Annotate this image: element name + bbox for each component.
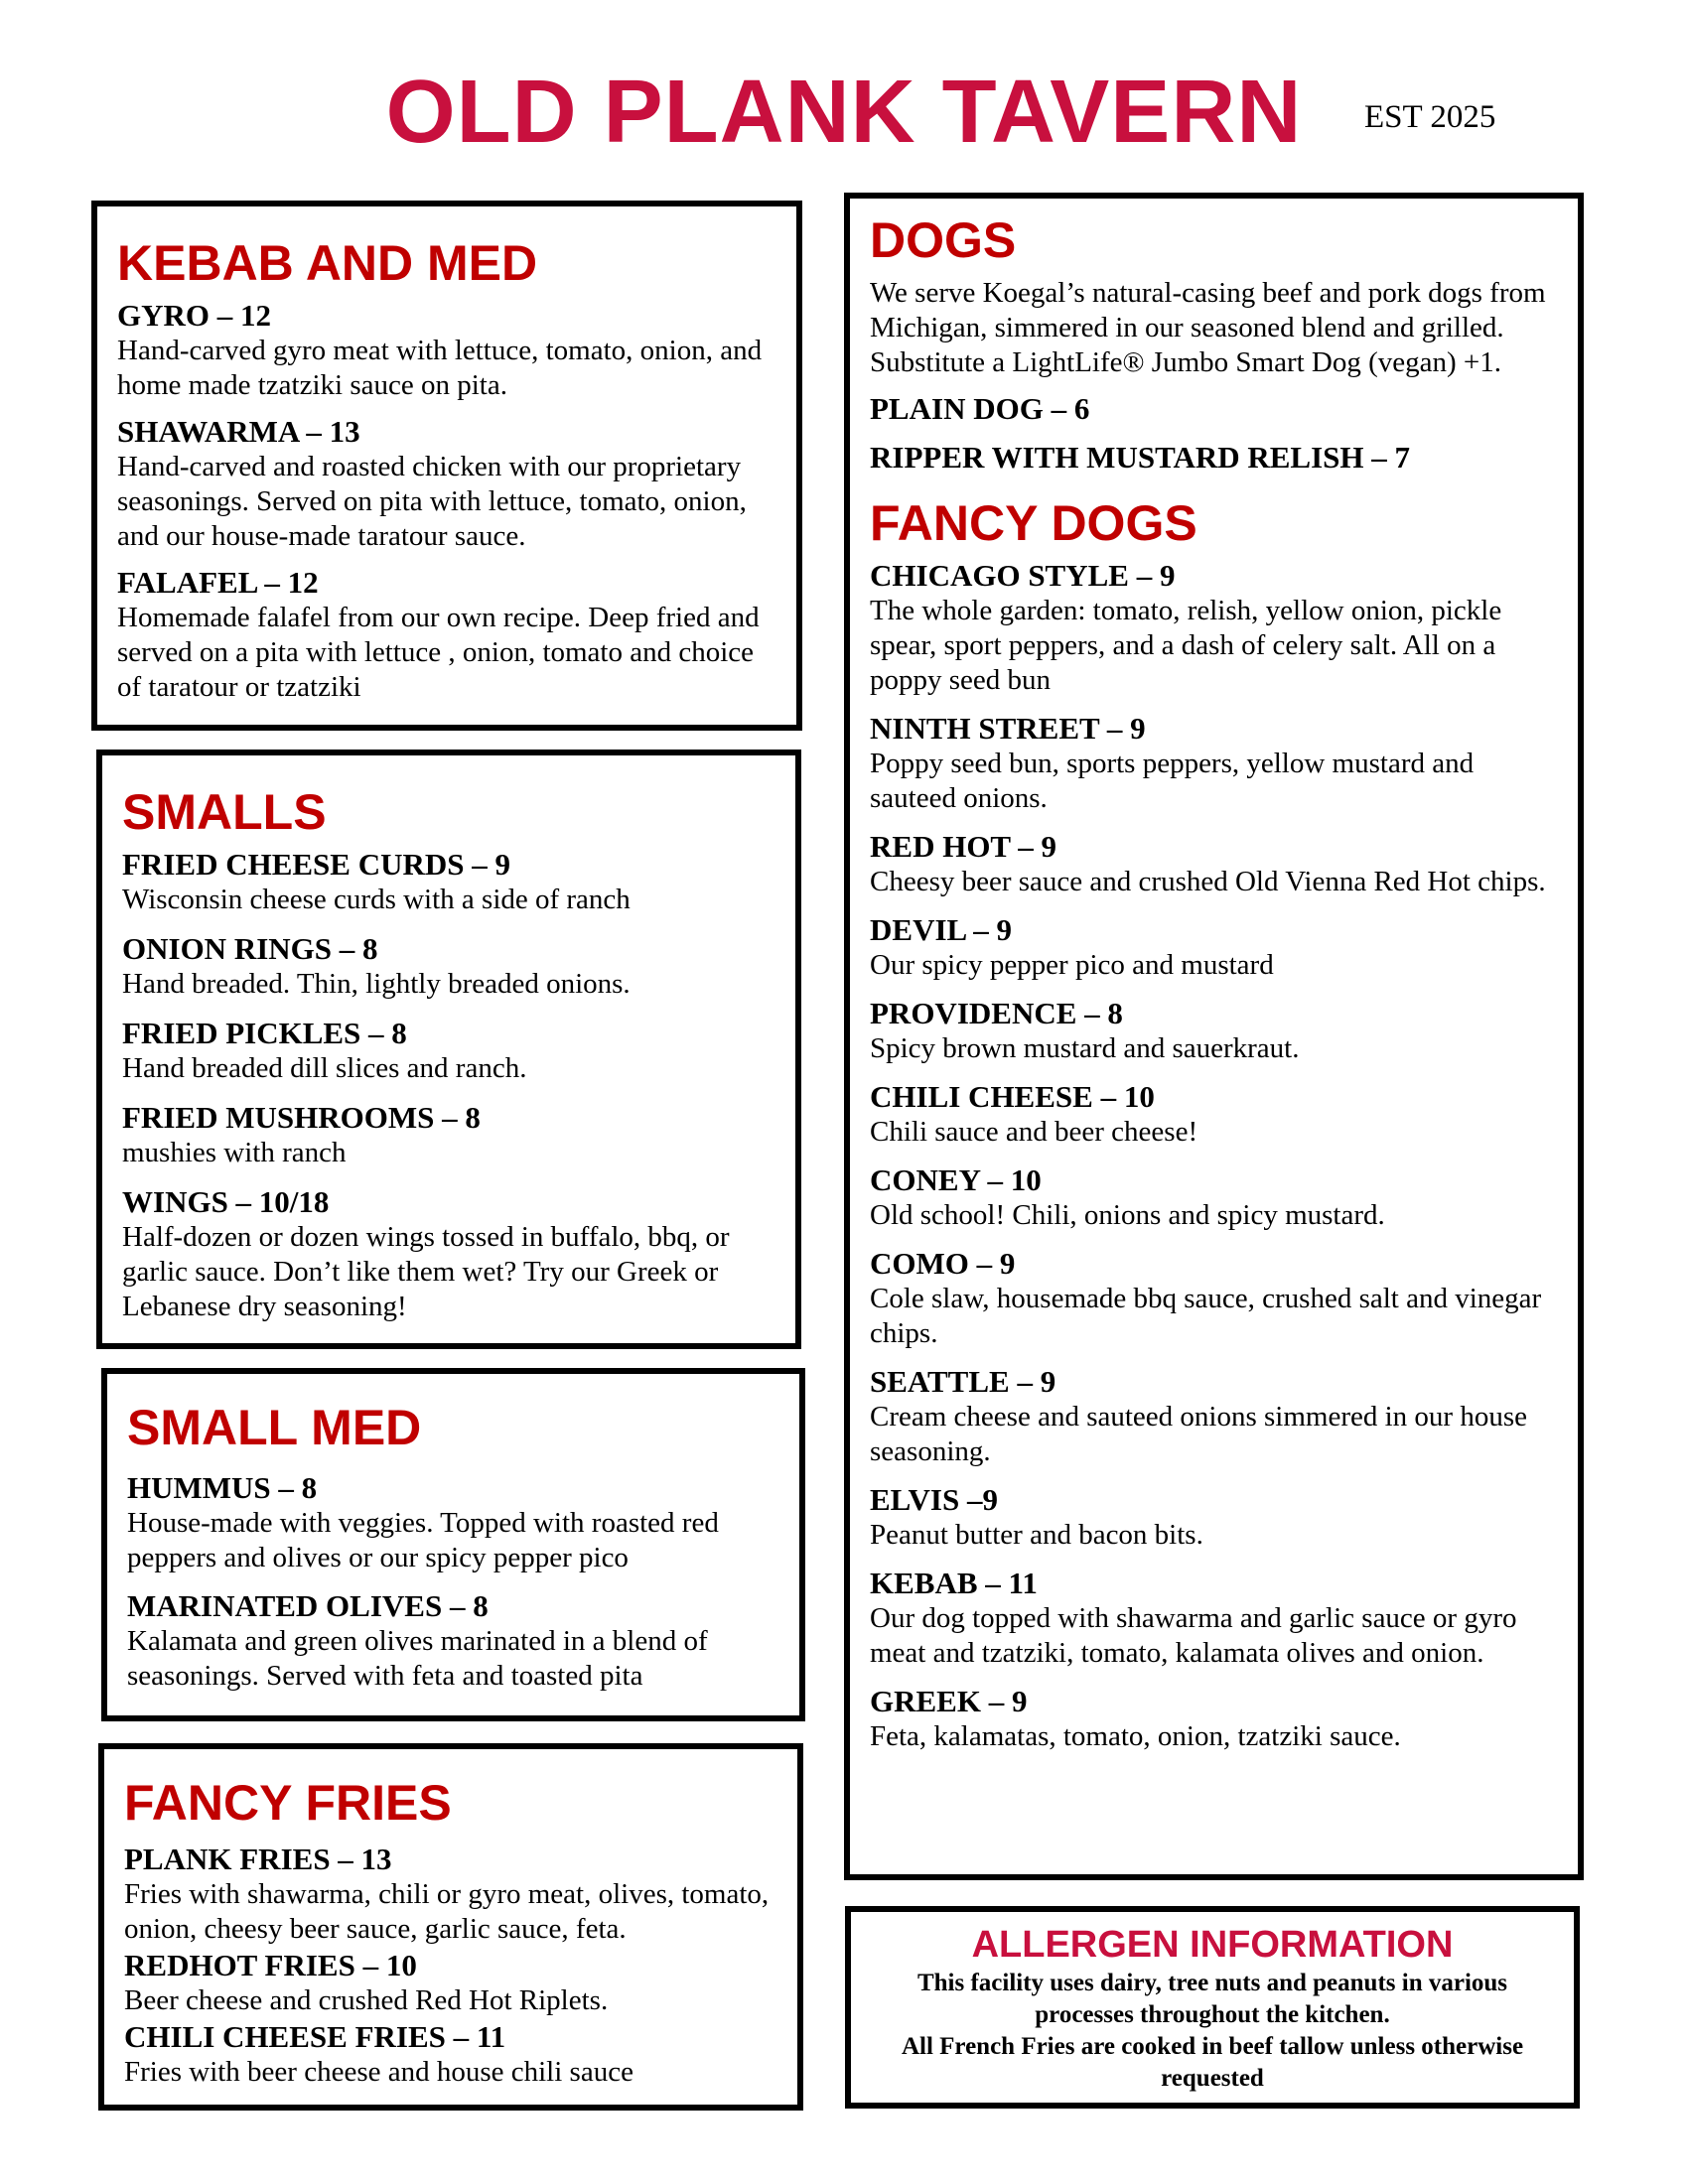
section-title: FANCY DOGS bbox=[870, 495, 1197, 551]
item-name: ELVIS –9 bbox=[870, 1482, 998, 1517]
fancy-fries-section bbox=[98, 1743, 803, 2111]
kebab-section bbox=[91, 201, 802, 731]
item-name: COMO – 9 bbox=[870, 1246, 1016, 1281]
item-name: PLANK FRIES – 13 bbox=[124, 1842, 392, 1876]
item-description: Our dog topped with shawarma and garlic sauce or gyro meat and tzatziki, tomato, kalamata olives and onion. bbox=[870, 1602, 1517, 1669]
menu-item bbox=[127, 1469, 779, 1575]
item-name: PLAIN DOG – 6 bbox=[870, 391, 1090, 426]
item-name: HUMMUS – 8 bbox=[127, 1470, 318, 1505]
menu-item bbox=[870, 911, 1558, 983]
section-title: SMALL MED bbox=[127, 1400, 422, 1455]
section-title: KEBAB AND MED bbox=[117, 235, 538, 291]
item-name: SEATTLE – 9 bbox=[870, 1364, 1056, 1399]
item-description: Half-dozen or dozen wings tossed in buffalo, bbq, or garlic sauce. Don’t like them wet? Try our Greek or Lebanese dry seasoning! bbox=[122, 1221, 730, 1322]
item-name: CHILI CHEESE FRIES – 11 bbox=[124, 2019, 506, 2054]
menu-item bbox=[117, 564, 776, 705]
item-description: Kalamata and green olives marinated in a blend of seasonings. Served with feta and toasted pita bbox=[127, 1625, 708, 1692]
section-title: FANCY FRIES bbox=[124, 1775, 452, 1831]
smalls-section bbox=[96, 750, 801, 1349]
menu-item bbox=[122, 846, 775, 917]
item-name: SHAWARMA – 13 bbox=[117, 414, 360, 449]
item-description: Peanut butter and bacon bits. bbox=[870, 1519, 1203, 1551]
dogs-section bbox=[844, 193, 1584, 1880]
item-name: KEBAB – 11 bbox=[870, 1566, 1038, 1600]
menu-item bbox=[870, 1161, 1558, 1233]
menu-item bbox=[122, 930, 775, 1002]
item-name: CHILI CHEESE – 10 bbox=[870, 1079, 1155, 1114]
menu-item bbox=[870, 1245, 1558, 1351]
item-name: RED HOT – 9 bbox=[870, 829, 1057, 864]
allergen-line: All French Fries are cooked in beef tallow unless otherwise requested bbox=[901, 2033, 1524, 2092]
restaurant-title: OLD PLANK TAVERN bbox=[385, 63, 1303, 162]
menu-item bbox=[122, 1183, 775, 1324]
menu-item bbox=[870, 995, 1558, 1066]
item-name: DEVIL – 9 bbox=[870, 912, 1012, 947]
item-name: CONEY – 10 bbox=[870, 1162, 1042, 1197]
menu-item bbox=[124, 1841, 777, 1947]
item-description: Cole slaw, housemade bbq sauce, crushed salt and vinegar chips. bbox=[870, 1283, 1542, 1349]
item-description: Beer cheese and crushed Red Hot Riplets. bbox=[124, 1984, 609, 2016]
item-name: WINGS – 10/18 bbox=[122, 1184, 330, 1219]
menu-item bbox=[870, 1683, 1558, 1754]
menu-item bbox=[124, 2018, 777, 2090]
item-description: Spicy brown mustard and sauerkraut. bbox=[870, 1032, 1300, 1064]
item-description: Old school! Chili, onions and spicy mustard. bbox=[870, 1199, 1385, 1231]
item-description: Our spicy pepper pico and mustard bbox=[870, 949, 1274, 981]
item-name: GREEK – 9 bbox=[870, 1684, 1028, 1718]
item-name: FRIED CHEESE CURDS – 9 bbox=[122, 847, 511, 882]
menu-item bbox=[122, 1099, 775, 1170]
item-description: Cheesy beer sauce and crushed Old Vienna Red Hot chips. bbox=[870, 866, 1546, 897]
menu-item bbox=[870, 1565, 1558, 1671]
menu-item bbox=[117, 297, 776, 403]
item-description: Fries with beer cheese and house chili sauce bbox=[124, 2056, 633, 2088]
menu-item bbox=[117, 413, 776, 554]
item-description: Wisconsin cheese curds with a side of ranch bbox=[122, 884, 631, 915]
menu-item bbox=[870, 1481, 1558, 1553]
item-name: FALAFEL – 12 bbox=[117, 565, 319, 600]
small-med-section bbox=[101, 1368, 805, 1721]
item-name: REDHOT FRIES – 10 bbox=[124, 1948, 417, 1982]
item-description: mushies with ranch bbox=[122, 1137, 347, 1168]
menu-item bbox=[870, 828, 1558, 899]
allergen-section bbox=[845, 1906, 1580, 2109]
menu-item bbox=[870, 439, 1558, 476]
item-name: GYRO – 12 bbox=[117, 298, 271, 333]
item-name: PROVIDENCE – 8 bbox=[870, 996, 1123, 1030]
item-description: House-made with veggies. Topped with roasted red peppers and olives or our spicy pepper pico bbox=[127, 1507, 719, 1573]
menu-item bbox=[127, 1587, 779, 1694]
item-description: Poppy seed bun, sports peppers, yellow mustard and sauteed onions. bbox=[870, 748, 1475, 814]
item-name: RIPPER WITH MUSTARD RELISH – 7 bbox=[870, 440, 1411, 475]
item-description: Fries with shawarma, chili or gyro meat, olives, tomato, onion, cheesy beer sauce, garlic sauce, feta. bbox=[124, 1878, 770, 1945]
item-name: NINTH STREET – 9 bbox=[870, 711, 1146, 746]
item-name: FRIED PICKLES – 8 bbox=[122, 1016, 407, 1050]
established-year: EST 2025 bbox=[1364, 99, 1496, 135]
item-description: Hand-carved and roasted chicken with our proprietary seasonings. Served on pita with lettuce, tomato, onion, and our house-made taratour sauce. bbox=[117, 451, 747, 552]
item-name: CHICAGO STYLE – 9 bbox=[870, 558, 1176, 593]
item-description: The whole garden: tomato, relish, yellow onion, pickle spear, sport peppers, and a dash of celery salt. All on a poppy seed bun bbox=[870, 595, 1502, 696]
item-description: Hand breaded. Thin, lightly breaded onions. bbox=[122, 968, 631, 1000]
section-title: SMALLS bbox=[122, 784, 327, 840]
allergen-line: This facility uses dairy, tree nuts and peanuts in various processes throughout the kitchen. bbox=[916, 1970, 1508, 2028]
menu-item bbox=[870, 390, 1558, 427]
dogs-intro: We serve Koegal’s natural-casing beef and pork dogs from Michigan, simmered in our seasoned blend and grilled. Substitute a LightLife® Jumbo Smart Dog (vegan) +1. bbox=[870, 277, 1546, 378]
menu-item bbox=[124, 1947, 777, 2018]
menu-item bbox=[870, 1078, 1558, 1150]
item-name: ONION RINGS – 8 bbox=[122, 931, 378, 966]
menu-item bbox=[870, 1363, 1558, 1469]
allergen-title: ALLERGEN INFORMATION bbox=[971, 1924, 1454, 1966]
menu-item bbox=[870, 557, 1558, 698]
item-name: MARINATED OLIVES – 8 bbox=[127, 1588, 489, 1623]
menu-item bbox=[870, 710, 1558, 816]
item-description: Cream cheese and sauteed onions simmered in our house seasoning. bbox=[870, 1401, 1527, 1467]
item-name: FRIED MUSHROOMS – 8 bbox=[122, 1100, 481, 1135]
menu-item bbox=[122, 1015, 775, 1086]
item-description: Hand-carved gyro meat with lettuce, tomato, onion, and home made tzatziki sauce on pita. bbox=[117, 335, 763, 401]
item-description: Chili sauce and beer cheese! bbox=[870, 1116, 1198, 1148]
item-description: Homemade falafel from our own recipe. Deep fried and served on a pita with lettuce , onion, tomato and choice of taratour or tzatziki bbox=[117, 602, 760, 703]
section-title: DOGS bbox=[870, 212, 1017, 268]
item-description: Feta, kalamatas, tomato, onion, tzatziki sauce. bbox=[870, 1720, 1401, 1752]
item-description: Hand breaded dill slices and ranch. bbox=[122, 1052, 527, 1084]
